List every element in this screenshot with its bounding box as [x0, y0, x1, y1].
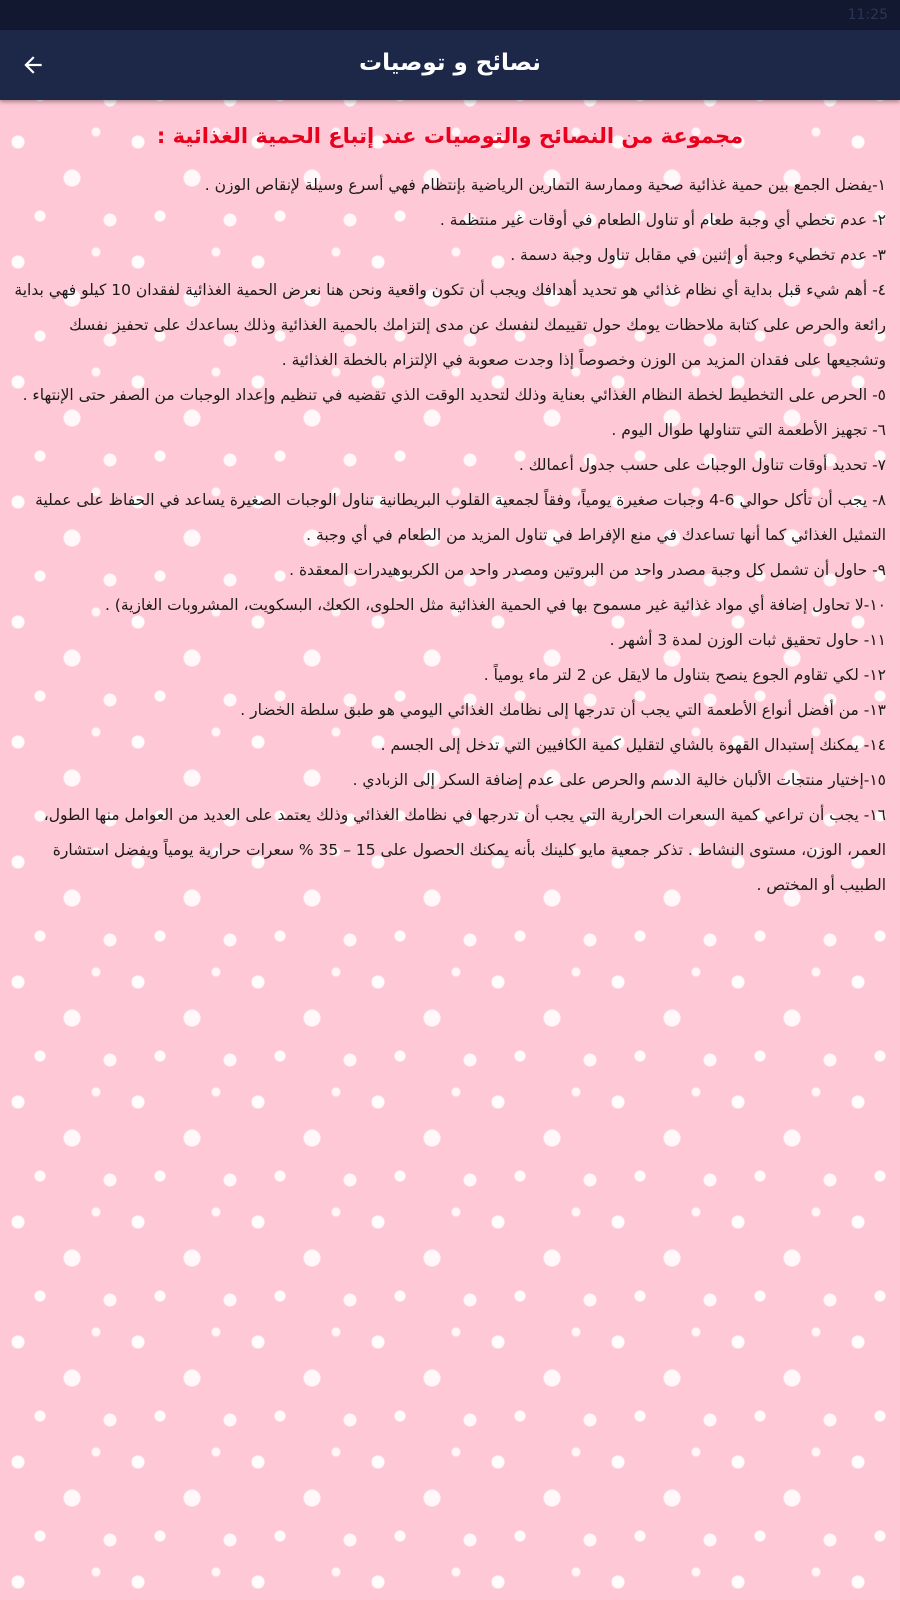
tip-item: ١٣- من أفضل أنواع الأطعمة التي يجب أن تدرجها إلى نظامك الغذائي اليومي هو طبق سلطة الخضار .: [240, 701, 886, 719]
tip-item: ١٦- يجب أن تراعي كمية السعرات الحرارية التي يجب أن تدرجها في نظامك الغذائي وذلك يعتمد على العديد من العوامل منها الطول، العمر، الوزن، مستوى النشاط . تذكر جمعية مايو كلينك بأنه يمكنك الحصول على 15 – 35 % سعرات حرارية يومياً ويفضل استشارة الطبيب أو المختص .: [43, 806, 886, 894]
tip-item: ٧- تحديد أوقات تناول الوجبات على حسب جدول أعمالك .: [518, 456, 886, 474]
status-bar: [0, 0, 900, 30]
tip-item: ٣- عدم تخطيء وجبة أو إثنين في مقابل تناول وجبة دسمة .: [510, 246, 886, 264]
tip-item: ٤- أهم شيء قبل بداية أي نظام غذائي هو تحديد أهدافك ويجب أن تكون واقعية ونحن هنا نعرض الحمية الغذائية لفقدان 10 كيلو فهي بداية رائعة والحرص على كتابة ملاحظات يومك حول تقييمك لنفسك عن مدى إلتزامك بالحمية الغذائية وذلك يساعدك على تحفيز نفسك وتشجيعها على فقدان المزيد من الوزن وخصوصاً إذا وجدت صعوبة في الإلتزام بالخطة الغذائية .: [14, 281, 886, 369]
app-title: نصائح و توصيات: [359, 50, 541, 76]
tip-item: ٩- حاول أن تشمل كل وجبة مصدر واحد من البروتين ومصدر واحد من الكربوهيدرات المعقدة .: [289, 561, 886, 579]
status-time: 11:25: [847, 7, 888, 23]
app-bar: [0, 30, 900, 100]
tips-list: [14, 168, 886, 903]
content-area: [14, 118, 886, 903]
tip-item: ١٠-لا تحاول إضافة أي مواد غذائية غير مسموح بها في الحمية الغذائية مثل الحلوى، الكعك، البسكويت، المشروبات الغازية) .: [104, 596, 886, 614]
tip-item: ١٤- يمكنك إستبدال القهوة بالشاي لتقليل كمية الكافيين التي تدخل إلى الجسم .: [380, 736, 886, 754]
tip-item: ٢- عدم تخطي أي وجبة طعام أو تناول الطعام في أوقات غير منتظمة .: [439, 211, 886, 229]
tip-item: ٥- الحرص على التخطيط لخطة النظام الغذائي بعناية وذلك لتحديد الوقت الذي تقضيه في تنظيم وإعداد الوجبات من الصفر حتى الإنتهاء .: [22, 386, 886, 404]
tip-item: ٦- تجهيز الأطعمة التي تتناولها طوال اليوم .: [611, 421, 886, 439]
tip-item: ١٥-إختيار منتجات الألبان خالية الدسم والحرص على عدم إضافة السكر إلى الزبادي .: [352, 771, 886, 789]
tip-item: ١-يفضل الجمع بين حمية غذائية صحية وممارسة التمارين الرياضية بإنتظام فهي أسرع وسيلة لإنقاص الوزن .: [204, 176, 886, 194]
tip-item: ١٢- لكي تقاوم الجوع ينصح بتناول ما لايقل عن 2 لتر ماء يومياً .: [483, 666, 886, 684]
tip-item: ١١- حاول تحقيق ثبات الوزن لمدة 3 أشهر .: [609, 631, 886, 649]
page-heading: مجموعة من النصائح والتوصيات عند إتباع الحمية الغذائية :: [156, 124, 744, 148]
tip-item: ٨- يجب أن تأكل حوالي 6-4 وجبات صغيرة يومياً، وفقاً لجمعية القلوب البريطانية تناول الوجبات الصغيرة يساعد في الحفاظ على عملية التمثيل الغذائي كما أنها تساعدك في منع الإفراط في تناول المزيد من الطعام في أي وجبة .: [35, 491, 886, 544]
